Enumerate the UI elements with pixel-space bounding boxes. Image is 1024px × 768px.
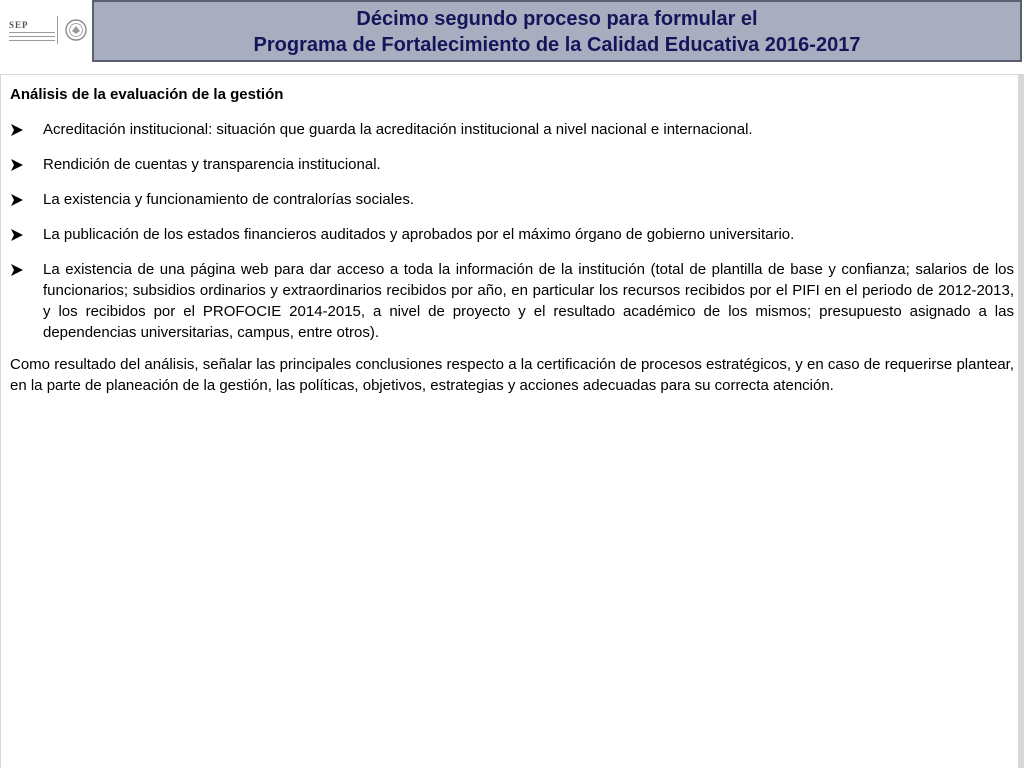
title-banner [92, 0, 1022, 62]
content-body [10, 84, 1014, 396]
logo-divider [57, 16, 58, 44]
sep-logo-text: SEP [9, 20, 29, 30]
sep-logo-subtitle-lines [9, 32, 55, 42]
list-item [10, 119, 1014, 140]
bullet-list [10, 119, 1014, 343]
bullet-text: Rendición de cuentas y transparencia institucional. [43, 156, 381, 173]
bullet-text: La publicación de los estados financieros auditados y aprobados por el máximo órgano de gobierno universitario. [43, 226, 795, 243]
title-line-1: Décimo segundo proceso para formular el [356, 8, 758, 30]
header [0, 0, 1024, 74]
arrow-bullet-icon [10, 158, 24, 172]
arrow-bullet-icon [10, 193, 24, 207]
title-line-2: Programa de Fortalecimiento de la Calidad Educativa 2016-2017 [253, 34, 861, 56]
arrow-bullet-icon [10, 228, 24, 242]
bullet-text: Acreditación institucional: situación que guarda la acreditación institucional a nivel nacional e internacional. [43, 121, 753, 138]
conclusion-paragraph: Como resultado del análisis, señalar las principales conclusiones respecto a la certificación de procesos estratégicos, y en caso de requerirse plantear, en la parte de planeación de la gestión, las políticas, objetivos, estrategias y acciones adecuadas para su correcta atención. [10, 356, 1014, 394]
arrow-bullet-icon [10, 123, 24, 137]
list-item [10, 259, 1014, 343]
list-item [10, 154, 1014, 175]
list-item [10, 224, 1014, 245]
eagle-emblem-icon [64, 18, 88, 42]
bullet-text: La existencia y funcionamiento de contralorías sociales. [43, 191, 415, 208]
bullet-text: La existencia de una página web para dar acceso a toda la información de la institución (total de plantilla de base y confianza; salarios de los funcionarios; subsidios ordinarios y extraordinarios recibidos por año, en particular los recursos recibidos por el PIFI en el periodo de 2012-2013, y los recibidos por el PROFOCIE 2014-2015, a nivel de proyecto y el resultado académico de los mismos; presupuesto asignado a las dependencias universitarias, campus, entre otros). [43, 261, 1014, 341]
section-heading: Análisis de la evaluación de la gestión [10, 86, 284, 103]
arrow-bullet-icon [10, 263, 24, 277]
list-item [10, 189, 1014, 210]
sep-logo [0, 0, 92, 62]
